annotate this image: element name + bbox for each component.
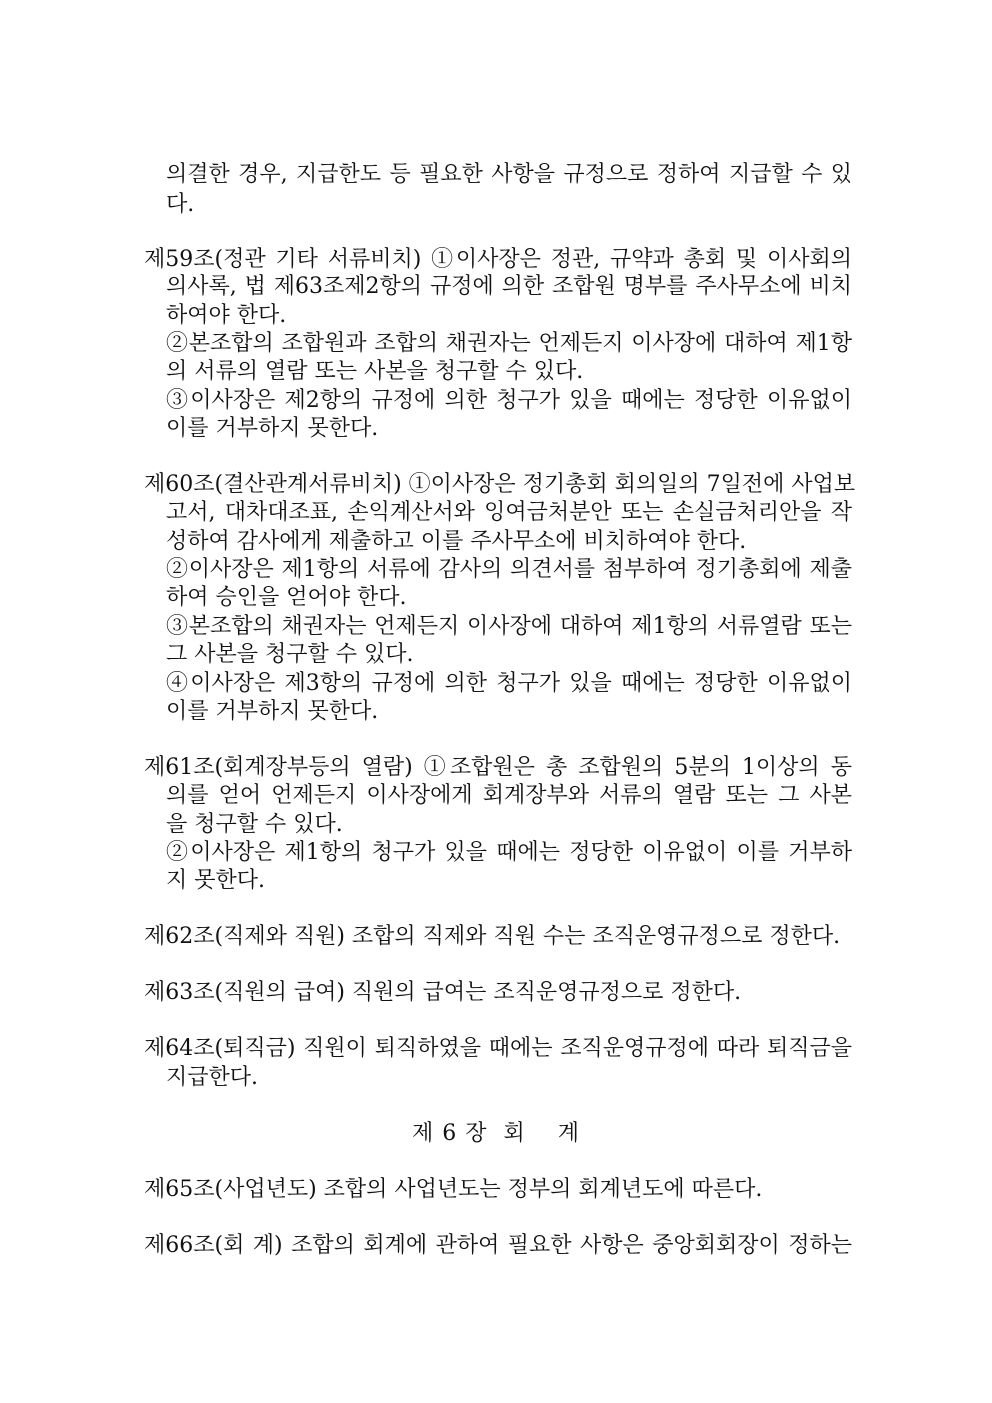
text-line: 이를 거부하지 못한다. — [166, 699, 379, 724]
article-65-line: 제65조(사업년도) 조합의 사업년도는 정부의 회계년도에 따른다. — [144, 1177, 763, 1202]
article-59-heading-line: 제59조(정관 기타 서류비치) ①이사장은 정관, 규약과 총회 및 이사회의 — [144, 247, 852, 272]
text-line: 지 못한다. — [166, 868, 265, 893]
chapter-heading: 제 6 장 회 계 — [412, 1121, 580, 1146]
text-line: 지급한다. — [166, 1065, 259, 1090]
text-line: ③이사장은 제2항의 규정에 의한 청구가 있을 때에는 정당한 이유없이 — [166, 388, 852, 413]
text-line: 의사록, 법 제63조제2항의 규정에 의한 조합원 명부를 주사무소에 비치 — [166, 274, 852, 299]
text-line: 의를 얻어 언제든지 이사장에게 회계장부와 서류의 열람 또는 그 사본 — [166, 783, 852, 808]
text-line: ②이사장은 제1항의 청구가 있을 때에는 정당한 이유없이 이를 거부하 — [166, 840, 852, 865]
text-line: ③본조합의 채권자는 언제든지 이사장에 대하여 제1항의 서류열람 또는 — [166, 614, 852, 639]
article-61-heading-line: 제61조(회계장부등의 열람) ①조합원은 총 조합원의 5분의 1이상의 동 — [144, 755, 852, 780]
text-line: ②이사장은 제1항의 서류에 감사의 의견서를 첨부하여 정기총회에 제출 — [166, 557, 852, 582]
text-line: 다. — [166, 192, 195, 217]
text-line: 하여야 한다. — [166, 303, 287, 328]
text-line: ②본조합의 조합원과 조합의 채권자는 언제든지 이사장에 대하여 제1항 — [166, 331, 852, 356]
text-line: 성하여 감사에게 제출하고 이를 주사무소에 비치하여야 한다. — [166, 529, 747, 554]
text-line: 을 청구할 수 있다. — [166, 812, 343, 837]
article-63-line: 제63조(직원의 급여) 직원의 급여는 조직운영규정으로 정한다. — [144, 980, 742, 1005]
text-line: 하여 승인을 얻어야 한다. — [166, 585, 407, 610]
article-60-heading-line: 제60조(결산관계서류비치) ①이사장은 정기총회 회의일의 7일전에 사업보 — [144, 472, 856, 497]
text-line: 그 사본을 청구할 수 있다. — [166, 642, 414, 667]
text-line: 의결한 경우, 지급한도 등 필요한 사항을 규정으로 정하여 지급할 수 있 — [166, 162, 852, 187]
article-66-heading-line: 제66조(회 계) 조합의 회계에 관하여 필요한 사항은 중앙회회장이 정하는 — [144, 1233, 852, 1258]
article-62-line: 제62조(직제와 직원) 조합의 직제와 직원 수는 조직운영규정으로 정한다. — [144, 924, 841, 949]
text-line: 의 서류의 열람 또는 사본을 청구할 수 있다. — [166, 359, 584, 384]
text-line: 이를 거부하지 못한다. — [166, 416, 379, 441]
text-line: 고서, 대차대조표, 손익계산서와 잉여금처분안 또는 손실금처리안을 작 — [166, 500, 852, 525]
text-line: ④이사장은 제3항의 규정에 의한 청구가 있을 때에는 정당한 이유없이 — [166, 671, 852, 696]
article-64-heading-line: 제64조(퇴직금) 직원이 퇴직하였을 때에는 조직운영규정에 따라 퇴직금을 — [144, 1036, 852, 1061]
